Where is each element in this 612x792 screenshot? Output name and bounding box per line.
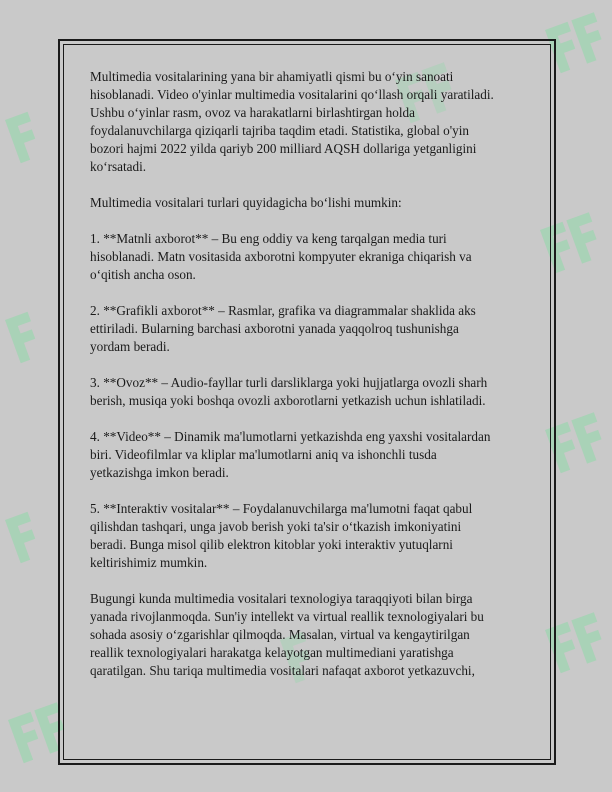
text-line: Multimedia vositalari turlari quyidagicha bo‘lishi mumkin: (90, 195, 402, 210)
list-item-video (90, 428, 530, 482)
text-line: 1. **Matnli axborot** – Bu eng oddiy va keng tarqalgan media turi (90, 231, 447, 246)
text-line: o‘qitish ancha oson. (90, 267, 196, 282)
text-line: yetkazishga imkon beradi. (90, 465, 229, 480)
text-line: ko‘rsatadi. (90, 159, 147, 174)
text-line: 2. **Grafikli axborot** – Rasmlar, grafika va diagrammalar shaklida aks (90, 303, 476, 318)
text-line: qaratilgan. Shu tariqa multimedia vositalari nafaqat axborot yetkazuvchi, (90, 663, 475, 678)
text-line: yordam beradi. (90, 339, 170, 354)
watermark-mark (5, 512, 43, 563)
document-body (90, 68, 530, 698)
paragraph (90, 68, 530, 176)
text-line: 4. **Video** – Dinamik ma'lumotlarni yetkazishda eng yaxshi vositalardan (90, 429, 491, 444)
text-line: reallik texnologiyalari harakatga kelayotgan multimediani yaratishga (90, 645, 454, 660)
text-line: 3. **Ovoz** – Audio-fayllar turli darsliklarga yoki hujjatlarga ovozli sharh (90, 375, 488, 390)
text-line: hisoblanadi. Matn vositasida axborotni kompyuter ekraniga chiqarish va (90, 249, 472, 264)
paragraph (90, 590, 530, 680)
text-line: bozori hajmi 2022 yilda qariyb 200 milliard AQSH dollariga yetganligini (90, 141, 477, 156)
text-line: berish, musiqa yoki boshqa ovozli axborotlarni yetkazish uchun ishlatiladi. (90, 393, 486, 408)
text-line: Bugungi kunda multimedia vositalari texnologiya taraqqiyoti bilan birga (90, 591, 473, 606)
list-item-graphics (90, 302, 530, 356)
text-line: sohada asosiy o‘zgarishlar qilmoqda. Masalan, virtual va kengaytirilgan (90, 627, 470, 642)
text-line: Multimedia vositalarining yana bir ahamiyatli qismi bu o‘yin sanoati (90, 69, 454, 84)
list-item-audio (90, 374, 530, 410)
watermark-mark (5, 312, 43, 363)
text-line: beradi. Bunga misol qilib elektron kitoblar yoki interaktiv yutuqlarni (90, 537, 453, 552)
list-item-text (90, 230, 530, 284)
paragraph (90, 194, 530, 212)
text-line: keltirishimiz mumkin. (90, 555, 208, 570)
list-item-interactive (90, 500, 530, 572)
text-line: yanada rivojlanmoqda. Sun'iy intellekt va virtual reallik texnologiyalari bu (90, 609, 484, 624)
text-line: Ushbu o‘yinlar rasm, ovoz va harakatlarni birlashtirgan holda (90, 105, 415, 120)
text-line: biri. Videofilmlar va kliplar ma'lumotlarni aniq va ishonchli tusda (90, 447, 437, 462)
text-line: foydalanuvchilarga qiziqarli tajriba taqdim etadi. Statistika, global o'yin (90, 123, 469, 138)
text-line: ettiriladi. Bularning barchasi axborotni yanada yaqqolroq tushunishga (90, 321, 459, 336)
text-line: qilishdan tashqari, unga javob berish yoki ta'sir o‘tkazish imkoniyatini (90, 519, 462, 534)
watermark-mark (5, 112, 43, 163)
text-line: hisoblanadi. Video o'yinlar multimedia vositalarini qo‘llash orqali yaratiladi. (90, 87, 494, 102)
text-line: 5. **Interaktiv vositalar** – Foydalanuvchilarga ma'lumotni faqat qabul (90, 501, 473, 516)
